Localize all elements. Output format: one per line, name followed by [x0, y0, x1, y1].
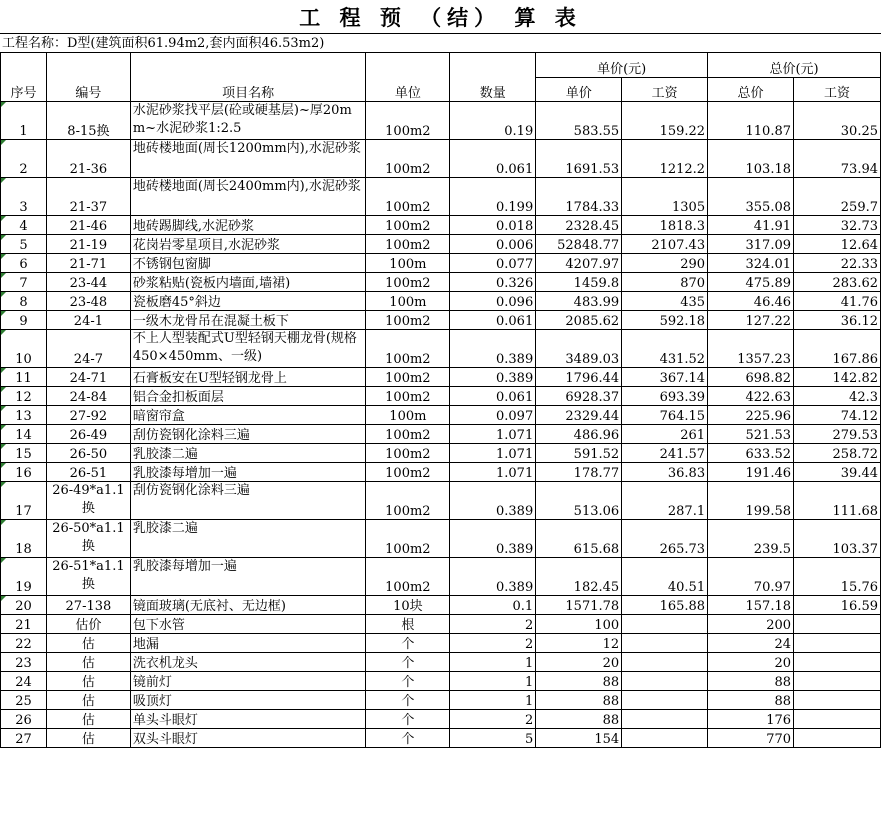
- header-unit-price[interactable]: 单价: [536, 77, 622, 102]
- cell-code[interactable]: 24-71: [46, 368, 130, 387]
- cell-item[interactable]: 不上人型装配式U型轻钢天棚龙骨(规格450×450mm、一级): [130, 330, 366, 368]
- table-row: [1, 425, 881, 444]
- cell-unit-price[interactable]: 1796.44: [536, 368, 622, 387]
- cell-total-wage[interactable]: [794, 615, 881, 634]
- cell-unit-wage[interactable]: 435: [622, 292, 708, 311]
- cell-unit[interactable]: 个: [366, 691, 450, 710]
- cell-qty[interactable]: 0.389: [450, 368, 536, 387]
- cell-seq[interactable]: 18: [1, 520, 47, 558]
- cell-total-price[interactable]: 88: [708, 672, 794, 691]
- cell-code[interactable]: 26-50*a1.1换: [46, 520, 130, 558]
- cell-unit-price[interactable]: 1459.8: [536, 273, 622, 292]
- cell-unit-wage[interactable]: 261: [622, 425, 708, 444]
- cell-unit[interactable]: 100m2: [366, 235, 450, 254]
- cell-unit-wage[interactable]: 159.22: [622, 102, 708, 140]
- cell-total-wage[interactable]: [794, 710, 881, 729]
- cell-item[interactable]: 双头斗眼灯: [130, 729, 366, 748]
- cell-code[interactable]: 21-71: [46, 254, 130, 273]
- table-row: [1, 330, 881, 368]
- cell-total-price[interactable]: 200: [708, 615, 794, 634]
- cell-total-wage[interactable]: 103.37: [794, 520, 881, 558]
- cell-item[interactable]: 乳胶漆二遍: [130, 444, 366, 463]
- table-row: [1, 216, 881, 235]
- cell-unit-wage[interactable]: 287.1: [622, 482, 708, 520]
- cell-item[interactable]: 镜前灯: [130, 672, 366, 691]
- cell-total-wage[interactable]: 22.33: [794, 254, 881, 273]
- cell-unit[interactable]: 个: [366, 634, 450, 653]
- cell-total-price[interactable]: 225.96: [708, 406, 794, 425]
- table-row: [1, 235, 881, 254]
- cell-qty[interactable]: 0.077: [450, 254, 536, 273]
- cell-qty[interactable]: 0.389: [450, 558, 536, 596]
- table-row: [1, 615, 881, 634]
- table-row: [1, 729, 881, 748]
- table-row: [1, 691, 881, 710]
- cell-unit-wage[interactable]: [622, 634, 708, 653]
- header-total-wage[interactable]: 工资: [794, 77, 881, 102]
- cell-total-wage[interactable]: 12.64: [794, 235, 881, 254]
- cell-code[interactable]: 估: [46, 691, 130, 710]
- cell-total-price[interactable]: 46.46: [708, 292, 794, 311]
- cell-unit-wage[interactable]: 2107.43: [622, 235, 708, 254]
- cell-total-wage[interactable]: [794, 672, 881, 691]
- cell-total-wage[interactable]: 41.76: [794, 292, 881, 311]
- cell-total-wage[interactable]: [794, 691, 881, 710]
- cell-total-wage[interactable]: 142.82: [794, 368, 881, 387]
- cell-code[interactable]: 21-46: [46, 216, 130, 235]
- cell-seq[interactable]: 5: [1, 235, 47, 254]
- cell-seq[interactable]: 12: [1, 387, 47, 406]
- cell-unit-price[interactable]: 88: [536, 691, 622, 710]
- cell-item[interactable]: 水泥砂浆找平层(砼或硬基层)~厚20mm~水泥砂浆1:2.5: [130, 102, 366, 140]
- cell-total-price[interactable]: 770: [708, 729, 794, 748]
- header-qty[interactable]: 数量: [450, 53, 536, 102]
- cell-unit[interactable]: 个: [366, 653, 450, 672]
- table-row: [1, 672, 881, 691]
- cell-unit[interactable]: 100m2: [366, 425, 450, 444]
- cell-total-wage[interactable]: 258.72: [794, 444, 881, 463]
- cell-unit[interactable]: 100m2: [366, 216, 450, 235]
- cell-seq[interactable]: 1: [1, 102, 47, 140]
- cell-code[interactable]: 估: [46, 710, 130, 729]
- cell-total-price[interactable]: 475.89: [708, 273, 794, 292]
- cell-item[interactable]: 刮仿瓷钢化涂料三遍: [130, 482, 366, 520]
- cell-item[interactable]: 地砖楼地面(周长2400mm内),水泥砂浆: [130, 178, 366, 216]
- cell-unit-wage[interactable]: 290: [622, 254, 708, 273]
- cell-unit[interactable]: 个: [366, 729, 450, 748]
- header-seq[interactable]: 序号: [1, 53, 47, 102]
- table-row: [1, 634, 881, 653]
- cell-seq[interactable]: 10: [1, 330, 47, 368]
- cell-seq[interactable]: 24: [1, 672, 47, 691]
- cell-qty[interactable]: 0.097: [450, 406, 536, 425]
- cell-qty[interactable]: 0.006: [450, 235, 536, 254]
- cell-code[interactable]: 8-15换: [46, 102, 130, 140]
- cell-unit-wage[interactable]: 1818.3: [622, 216, 708, 235]
- cell-unit-wage[interactable]: 592.18: [622, 311, 708, 330]
- cell-total-price[interactable]: 103.18: [708, 140, 794, 178]
- cell-unit-price[interactable]: 20: [536, 653, 622, 672]
- cell-unit[interactable]: 100m2: [366, 273, 450, 292]
- cell-qty[interactable]: 0.061: [450, 387, 536, 406]
- cell-code[interactable]: 26-50: [46, 444, 130, 463]
- cell-item[interactable]: 乳胶漆每增加一遍: [130, 558, 366, 596]
- cell-qty[interactable]: 0.389: [450, 520, 536, 558]
- cell-total-price[interactable]: 127.22: [708, 311, 794, 330]
- header-total-group[interactable]: 总价(元): [708, 53, 881, 78]
- cell-seq[interactable]: 9: [1, 311, 47, 330]
- table-row: [1, 311, 881, 330]
- table-row: [1, 254, 881, 273]
- cell-unit[interactable]: 100m2: [366, 102, 450, 140]
- cell-unit-price[interactable]: 178.77: [536, 463, 622, 482]
- cell-total-wage[interactable]: [794, 634, 881, 653]
- cell-seq[interactable]: 6: [1, 254, 47, 273]
- cell-seq[interactable]: 15: [1, 444, 47, 463]
- cell-unit-price[interactable]: 1691.53: [536, 140, 622, 178]
- cell-item[interactable]: 地砖踢脚线,水泥砂浆: [130, 216, 366, 235]
- cell-unit-price[interactable]: 3489.03: [536, 330, 622, 368]
- cell-unit-price[interactable]: 88: [536, 672, 622, 691]
- cell-unit-price[interactable]: 486.96: [536, 425, 622, 444]
- table-row: [1, 368, 881, 387]
- cell-code[interactable]: 21-19: [46, 235, 130, 254]
- cell-qty[interactable]: 2: [450, 615, 536, 634]
- cell-qty[interactable]: 0.1: [450, 596, 536, 615]
- cell-unit-price[interactable]: 1571.78: [536, 596, 622, 615]
- cell-item[interactable]: 单头斗眼灯: [130, 710, 366, 729]
- cell-code[interactable]: 估: [46, 634, 130, 653]
- table-row: [1, 292, 881, 311]
- cell-unit-price[interactable]: 513.06: [536, 482, 622, 520]
- cell-total-price[interactable]: 239.5: [708, 520, 794, 558]
- cell-total-price[interactable]: 20: [708, 653, 794, 672]
- table-row: [1, 596, 881, 615]
- cell-seq[interactable]: 16: [1, 463, 47, 482]
- cell-total-price[interactable]: 324.01: [708, 254, 794, 273]
- cell-unit-price[interactable]: 2329.44: [536, 406, 622, 425]
- cell-total-price[interactable]: 317.09: [708, 235, 794, 254]
- cell-total-price[interactable]: 521.53: [708, 425, 794, 444]
- cell-unit-wage[interactable]: [622, 615, 708, 634]
- cell-unit[interactable]: 个: [366, 672, 450, 691]
- cell-unit-wage[interactable]: 265.73: [622, 520, 708, 558]
- cell-seq[interactable]: 7: [1, 273, 47, 292]
- table-row: [1, 653, 881, 672]
- cell-seq[interactable]: 4: [1, 216, 47, 235]
- cell-code[interactable]: 27-92: [46, 406, 130, 425]
- cell-unit-wage[interactable]: 36.83: [622, 463, 708, 482]
- cell-qty[interactable]: 0.061: [450, 311, 536, 330]
- cell-item[interactable]: 刮仿瓷钢化涂料三遍: [130, 425, 366, 444]
- cell-total-wage[interactable]: 30.25: [794, 102, 881, 140]
- cell-qty[interactable]: 0.199: [450, 178, 536, 216]
- cell-item[interactable]: 吸顶灯: [130, 691, 366, 710]
- cell-total-wage[interactable]: 259.7: [794, 178, 881, 216]
- cell-total-price[interactable]: 70.97: [708, 558, 794, 596]
- table-row: [1, 178, 881, 216]
- cell-code[interactable]: 21-36: [46, 140, 130, 178]
- cell-unit[interactable]: 100m: [366, 406, 450, 425]
- cell-code[interactable]: 26-51: [46, 463, 130, 482]
- cell-code[interactable]: 24-1: [46, 311, 130, 330]
- cell-total-price[interactable]: 176: [708, 710, 794, 729]
- cell-seq[interactable]: 23: [1, 653, 47, 672]
- cell-seq[interactable]: 2: [1, 140, 47, 178]
- cell-seq[interactable]: 27: [1, 729, 47, 748]
- cell-unit-wage[interactable]: 367.14: [622, 368, 708, 387]
- cell-qty[interactable]: 0.19: [450, 102, 536, 140]
- cell-unit[interactable]: 根: [366, 615, 450, 634]
- table-row: [1, 140, 881, 178]
- cell-seq[interactable]: 13: [1, 406, 47, 425]
- cell-unit-wage[interactable]: 693.39: [622, 387, 708, 406]
- cell-qty[interactable]: 1: [450, 672, 536, 691]
- cell-code[interactable]: 24-7: [46, 330, 130, 368]
- cell-total-price[interactable]: 199.58: [708, 482, 794, 520]
- cell-seq[interactable]: 8: [1, 292, 47, 311]
- cell-unit[interactable]: 100m2: [366, 558, 450, 596]
- cell-total-price[interactable]: 633.52: [708, 444, 794, 463]
- cell-total-price[interactable]: 24: [708, 634, 794, 653]
- cell-item[interactable]: 镜面玻璃(无底衬、无边框): [130, 596, 366, 615]
- cell-total-wage[interactable]: 16.59: [794, 596, 881, 615]
- cell-unit-price[interactable]: 154: [536, 729, 622, 748]
- cell-unit-price[interactable]: 182.45: [536, 558, 622, 596]
- cell-unit[interactable]: 100m2: [366, 311, 450, 330]
- header-total-price[interactable]: 总价: [708, 77, 794, 102]
- cell-unit-wage[interactable]: 40.51: [622, 558, 708, 596]
- cell-qty[interactable]: 1.071: [450, 463, 536, 482]
- cell-total-price[interactable]: 110.87: [708, 102, 794, 140]
- cell-code[interactable]: 26-51*a1.1换: [46, 558, 130, 596]
- sheet-title: 工 程 预 （结） 算 表: [299, 5, 582, 30]
- header-item[interactable]: 项目名称: [130, 53, 366, 102]
- cell-unit[interactable]: 100m2: [366, 482, 450, 520]
- cell-total-price[interactable]: 1357.23: [708, 330, 794, 368]
- cell-total-wage[interactable]: 111.68: [794, 482, 881, 520]
- cell-unit[interactable]: 100m2: [366, 330, 450, 368]
- cell-unit-price[interactable]: 2328.45: [536, 216, 622, 235]
- table-row: [1, 273, 881, 292]
- cell-total-wage[interactable]: 283.62: [794, 273, 881, 292]
- cell-code[interactable]: 23-48: [46, 292, 130, 311]
- cell-unit[interactable]: 100m2: [366, 444, 450, 463]
- cell-qty[interactable]: 0.061: [450, 140, 536, 178]
- cell-unit-wage[interactable]: 1305: [622, 178, 708, 216]
- cell-unit-wage[interactable]: [622, 672, 708, 691]
- cell-item[interactable]: 乳胶漆每增加一遍: [130, 463, 366, 482]
- cell-unit-wage[interactable]: [622, 729, 708, 748]
- cell-item[interactable]: 暗窗帘盒: [130, 406, 366, 425]
- cell-total-price[interactable]: 422.63: [708, 387, 794, 406]
- cell-unit[interactable]: 100m2: [366, 463, 450, 482]
- table-row: [1, 482, 881, 520]
- cell-code[interactable]: 21-37: [46, 178, 130, 216]
- table-row: [1, 463, 881, 482]
- cell-code[interactable]: 26-49*a1.1换: [46, 482, 130, 520]
- cell-unit[interactable]: 100m: [366, 254, 450, 273]
- cell-unit[interactable]: 100m2: [366, 387, 450, 406]
- cell-qty[interactable]: 1: [450, 691, 536, 710]
- cell-item[interactable]: 地漏: [130, 634, 366, 653]
- cell-code[interactable]: 估: [46, 653, 130, 672]
- cell-unit-wage[interactable]: 241.57: [622, 444, 708, 463]
- cell-total-wage[interactable]: 39.44: [794, 463, 881, 482]
- cell-unit[interactable]: 100m2: [366, 140, 450, 178]
- cell-code[interactable]: 估: [46, 729, 130, 748]
- project-name[interactable]: 工程名称：D型(建筑面积61.94m2,套内面积46.53m2): [0, 33, 881, 52]
- cell-total-wage[interactable]: 36.12: [794, 311, 881, 330]
- cell-qty[interactable]: 1.071: [450, 444, 536, 463]
- cell-unit-price[interactable]: 483.99: [536, 292, 622, 311]
- cell-seq[interactable]: 26: [1, 710, 47, 729]
- cell-total-wage[interactable]: 74.12: [794, 406, 881, 425]
- cell-unit[interactable]: 100m2: [366, 520, 450, 558]
- cell-total-price[interactable]: 157.18: [708, 596, 794, 615]
- cell-total-wage[interactable]: 73.94: [794, 140, 881, 178]
- cell-seq[interactable]: 19: [1, 558, 47, 596]
- cell-unit-wage[interactable]: 431.52: [622, 330, 708, 368]
- table-row: [1, 710, 881, 729]
- cell-item[interactable]: 铝合金扣板面层: [130, 387, 366, 406]
- cell-unit-price[interactable]: 52848.77: [536, 235, 622, 254]
- cell-code[interactable]: 27-138: [46, 596, 130, 615]
- table-row: [1, 387, 881, 406]
- cell-qty[interactable]: 0.018: [450, 216, 536, 235]
- cell-total-wage[interactable]: 32.73: [794, 216, 881, 235]
- cell-unit[interactable]: 100m2: [366, 178, 450, 216]
- cell-code[interactable]: 23-44: [46, 273, 130, 292]
- cell-item[interactable]: 洗衣机龙头: [130, 653, 366, 672]
- cell-item[interactable]: 一级木龙骨吊在混凝土板下: [130, 311, 366, 330]
- cell-total-wage[interactable]: 42.3: [794, 387, 881, 406]
- cell-total-wage[interactable]: 279.53: [794, 425, 881, 444]
- cell-qty[interactable]: 5: [450, 729, 536, 748]
- cell-unit-price[interactable]: 583.55: [536, 102, 622, 140]
- cell-unit-price[interactable]: 591.52: [536, 444, 622, 463]
- cell-unit[interactable]: 10块: [366, 596, 450, 615]
- cell-seq[interactable]: 20: [1, 596, 47, 615]
- cell-seq[interactable]: 21: [1, 615, 47, 634]
- cell-total-price[interactable]: 698.82: [708, 368, 794, 387]
- cell-unit[interactable]: 100m2: [366, 368, 450, 387]
- cell-qty[interactable]: 2: [450, 710, 536, 729]
- cell-seq[interactable]: 14: [1, 425, 47, 444]
- table-row: [1, 406, 881, 425]
- estimate-table: [0, 52, 881, 748]
- cell-unit-price[interactable]: 88: [536, 710, 622, 729]
- cell-code[interactable]: 估价: [46, 615, 130, 634]
- cell-seq[interactable]: 11: [1, 368, 47, 387]
- cell-unit-price[interactable]: 1784.33: [536, 178, 622, 216]
- cell-code[interactable]: 24-84: [46, 387, 130, 406]
- cell-total-wage[interactable]: 15.76: [794, 558, 881, 596]
- cell-total-wage[interactable]: [794, 729, 881, 748]
- cell-unit-price[interactable]: 12: [536, 634, 622, 653]
- table-row: [1, 558, 881, 596]
- cell-qty[interactable]: 0.096: [450, 292, 536, 311]
- cell-seq[interactable]: 25: [1, 691, 47, 710]
- cell-item[interactable]: 地砖楼地面(周长1200mm内),水泥砂浆: [130, 140, 366, 178]
- cell-qty[interactable]: 1: [450, 653, 536, 672]
- header-unit-price-group[interactable]: 单价(元): [536, 53, 708, 78]
- cell-seq[interactable]: 22: [1, 634, 47, 653]
- cell-unit-price[interactable]: 6928.37: [536, 387, 622, 406]
- cell-item[interactable]: 砂浆粘贴(瓷板内墙面,墙裙): [130, 273, 366, 292]
- cell-seq[interactable]: 3: [1, 178, 47, 216]
- cell-total-wage[interactable]: [794, 653, 881, 672]
- cell-total-price[interactable]: 191.46: [708, 463, 794, 482]
- cell-code[interactable]: 26-49: [46, 425, 130, 444]
- cell-item[interactable]: 不锈钢包窗脚: [130, 254, 366, 273]
- cell-unit-wage[interactable]: 165.88: [622, 596, 708, 615]
- cell-unit[interactable]: 个: [366, 710, 450, 729]
- cell-unit[interactable]: 100m: [366, 292, 450, 311]
- header-unit-wage[interactable]: 工资: [622, 77, 708, 102]
- cell-code[interactable]: 估: [46, 672, 130, 691]
- cell-total-wage[interactable]: 167.86: [794, 330, 881, 368]
- cell-unit-price[interactable]: 615.68: [536, 520, 622, 558]
- cell-unit-price[interactable]: 4207.97: [536, 254, 622, 273]
- cell-item[interactable]: 花岗岩零星项目,水泥砂浆: [130, 235, 366, 254]
- cell-item[interactable]: 乳胶漆二遍: [130, 520, 366, 558]
- cell-unit-wage[interactable]: [622, 653, 708, 672]
- cell-qty[interactable]: 0.389: [450, 482, 536, 520]
- cell-total-price[interactable]: 355.08: [708, 178, 794, 216]
- cell-unit-wage[interactable]: 870: [622, 273, 708, 292]
- header-row-1: [1, 53, 881, 78]
- cell-unit-wage[interactable]: [622, 710, 708, 729]
- cell-qty[interactable]: 1.071: [450, 425, 536, 444]
- table-row: [1, 444, 881, 463]
- cell-total-price[interactable]: 88: [708, 691, 794, 710]
- cell-unit-wage[interactable]: 1212.2: [622, 140, 708, 178]
- cell-seq[interactable]: 17: [1, 482, 47, 520]
- table-row: [1, 520, 881, 558]
- cell-unit-price[interactable]: 2085.62: [536, 311, 622, 330]
- cell-qty[interactable]: 0.389: [450, 330, 536, 368]
- cell-total-price[interactable]: 41.91: [708, 216, 794, 235]
- cell-unit-price[interactable]: 100: [536, 615, 622, 634]
- table-row: [1, 102, 881, 140]
- cell-qty[interactable]: 0.326: [450, 273, 536, 292]
- cell-item[interactable]: 包下水管: [130, 615, 366, 634]
- cell-item[interactable]: 石膏板安在U型轻钢龙骨上: [130, 368, 366, 387]
- cell-unit-wage[interactable]: 764.15: [622, 406, 708, 425]
- cell-qty[interactable]: 2: [450, 634, 536, 653]
- header-unit[interactable]: 单位: [366, 53, 450, 102]
- cell-item[interactable]: 瓷板磨45°斜边: [130, 292, 366, 311]
- cell-unit-wage[interactable]: [622, 691, 708, 710]
- header-code[interactable]: 编号: [46, 53, 130, 102]
